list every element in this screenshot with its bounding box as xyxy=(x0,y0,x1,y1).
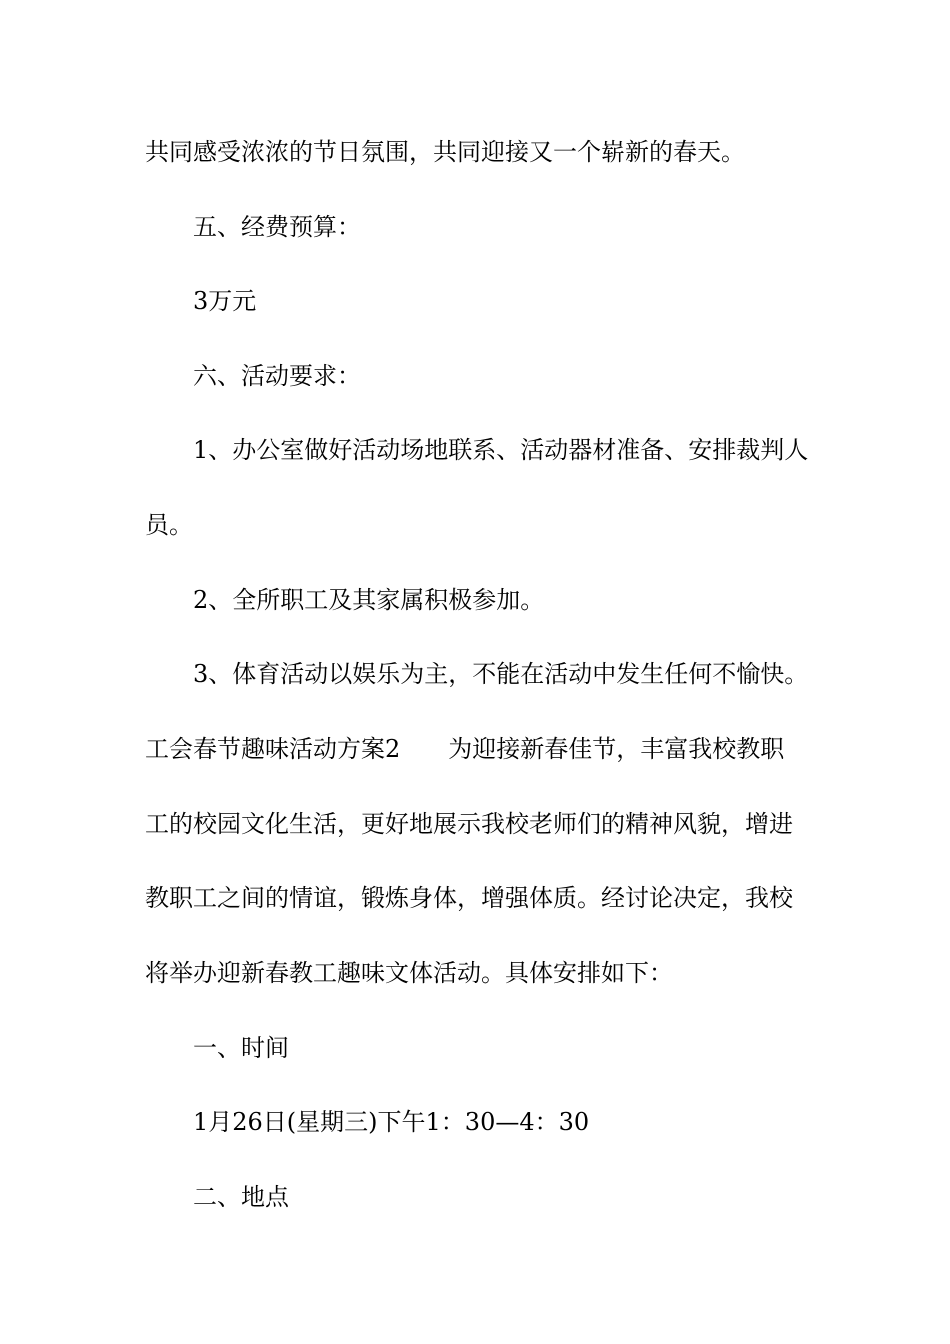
section-heading-budget: 五、经费预算： xyxy=(193,213,361,241)
text-line: 2、全所职工及其家属积极参加。 xyxy=(193,586,545,614)
text-line: 1月26日(星期三)下午1：30—4：30 xyxy=(193,1108,590,1136)
text-line: 教职工之间的情谊，锻炼身体，增强体质。经讨论决定，我校 xyxy=(145,884,793,912)
text-line: 将举办迎新春教工趣味文体活动。具体安排如下： xyxy=(145,959,673,987)
text-line: 1、办公室做好活动场地联系、活动器材准备、安排裁判人 xyxy=(193,436,809,464)
text-line: 3万元 xyxy=(193,287,257,315)
text-line: 工的校园文化生活，更好地展示我校老师们的精神风貌，增进 xyxy=(145,810,793,838)
text-line: 员。 xyxy=(145,511,193,539)
section-heading-location: 二、地点 xyxy=(193,1183,289,1211)
plan-intro: 为迎接新春佳节，丰富我校教职 xyxy=(448,735,785,763)
text-line: 3、体育活动以娱乐为主，不能在活动中发生任何不愉快。 xyxy=(193,660,809,688)
text-line: 共同感受浓浓的节日氛围，共同迎接又一个崭新的春天。 xyxy=(145,138,745,166)
plan-title: 工会春节趣味活动方案2 xyxy=(145,735,401,763)
section-heading-time: 一、时间 xyxy=(193,1034,289,1062)
text-line xyxy=(145,734,825,764)
section-heading-requirements: 六、活动要求： xyxy=(193,362,361,390)
